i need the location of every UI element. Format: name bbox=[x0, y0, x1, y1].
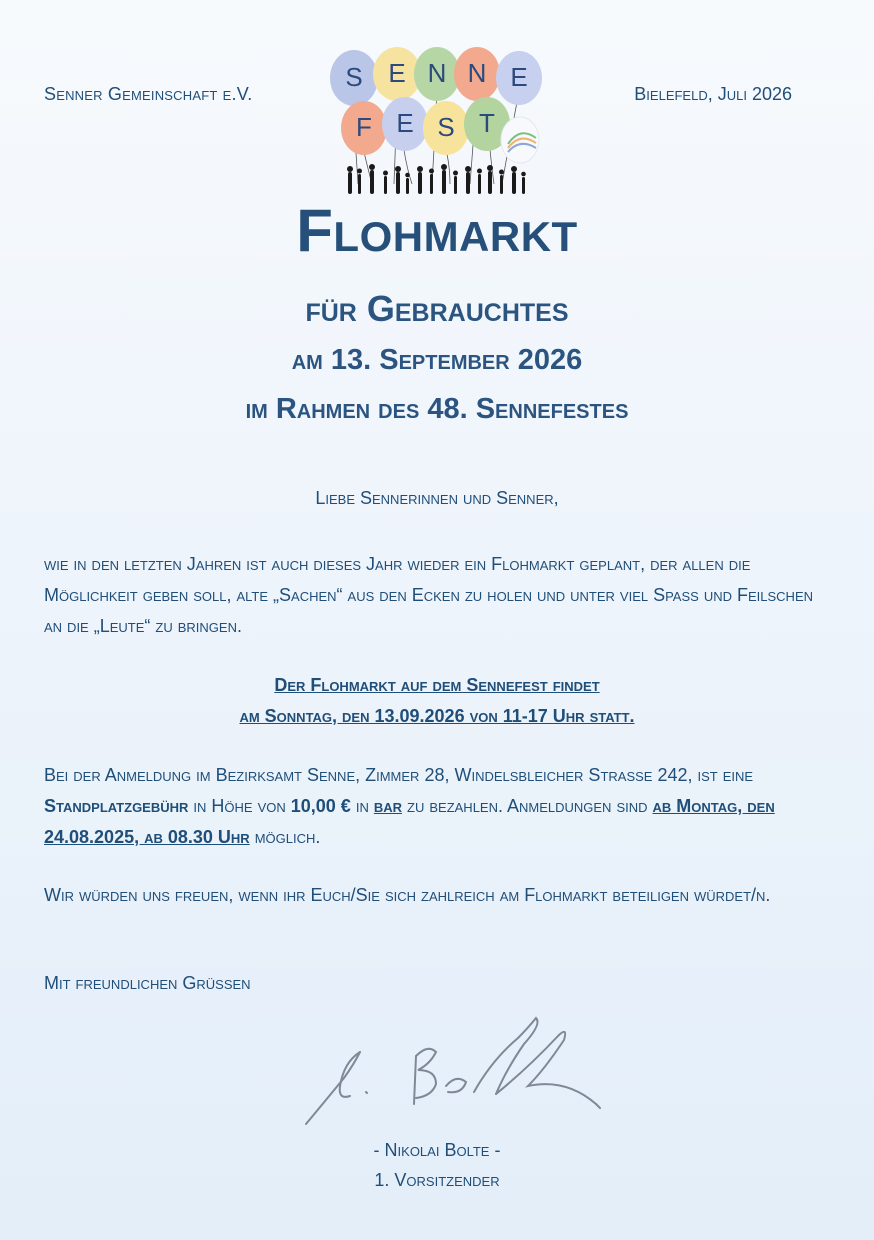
logo-letter: E bbox=[388, 58, 406, 88]
sennefest-logo bbox=[322, 44, 552, 200]
logo-letter: F bbox=[356, 112, 372, 142]
announcement bbox=[0, 670, 874, 732]
logo-letter: E bbox=[396, 108, 414, 138]
signature-image bbox=[296, 1000, 616, 1140]
organization-name: Senner Gemeinschaft e.V. bbox=[44, 84, 253, 104]
page-title: Flohmarkt bbox=[296, 197, 578, 264]
closing-salutation: Mit freundlichen Grüßen bbox=[44, 973, 251, 993]
registration-text: zu bezahlen. Anmeldungen sind bbox=[402, 796, 653, 816]
fee-amount: 10,00 € bbox=[290, 796, 351, 816]
registration-start: ab Montag, den 24.08.2025, ab 08.30 Uhr bbox=[44, 796, 775, 847]
signatory-role: 1. Vorsitzender bbox=[374, 1170, 500, 1190]
announcement-line-1: Der Flohmarkt auf dem Sennefest findet bbox=[274, 675, 600, 695]
place-date: Bielefeld, Juli 2026 bbox=[634, 84, 792, 104]
payment-method: bar bbox=[373, 796, 403, 816]
people-silhouettes-icon bbox=[347, 164, 526, 194]
logo-letter: S bbox=[345, 62, 363, 92]
event-context: im Rahmen des 48. Sennefestes bbox=[245, 393, 629, 425]
event-date: am 13. September 2026 bbox=[291, 344, 583, 376]
registration-text: möglich. bbox=[249, 827, 321, 847]
logo-letter: T bbox=[479, 108, 495, 138]
fee-label: Standplatzgebühr bbox=[44, 796, 189, 816]
logo-letter: N bbox=[467, 58, 487, 88]
logo-letter: E bbox=[510, 62, 528, 92]
logo-letter: N bbox=[427, 58, 447, 88]
registration-text: Bei der Anmeldung im Bezirksamt Senne, Zimmer 28, Windelsbleicher Straße 242, ist eine bbox=[44, 765, 754, 785]
announcement-line-2: am Sonntag, den 13.09.2026 von 11-17 Uhr statt. bbox=[239, 706, 635, 726]
greeting: Liebe Sennerinnen und Senner, bbox=[315, 488, 559, 508]
subtitle: für Gebrauchtes bbox=[305, 288, 569, 329]
logo-letter: S bbox=[437, 112, 455, 142]
signatory-name: - Nikolai Bolte - bbox=[373, 1140, 501, 1160]
registration-paragraph bbox=[44, 760, 834, 853]
registration-text: in bbox=[350, 796, 374, 816]
intro-paragraph: wie in den letzten Jahren ist auch dieses Jahr wieder ein Flohmarkt geplant, der allen die Möglichkeit geben soll, alte „Sachen“ aus den Ecken zu holen und unter viel Spaß und Feilschen an die „Leute“ zu bringen. bbox=[44, 554, 813, 636]
registration-text: in Höhe von bbox=[188, 796, 291, 816]
closing-paragraph: Wir würden uns freuen, wenn ihr Euch/Sie sich zahlreich am Flohmarkt beteiligen würdet/n. bbox=[44, 885, 771, 905]
